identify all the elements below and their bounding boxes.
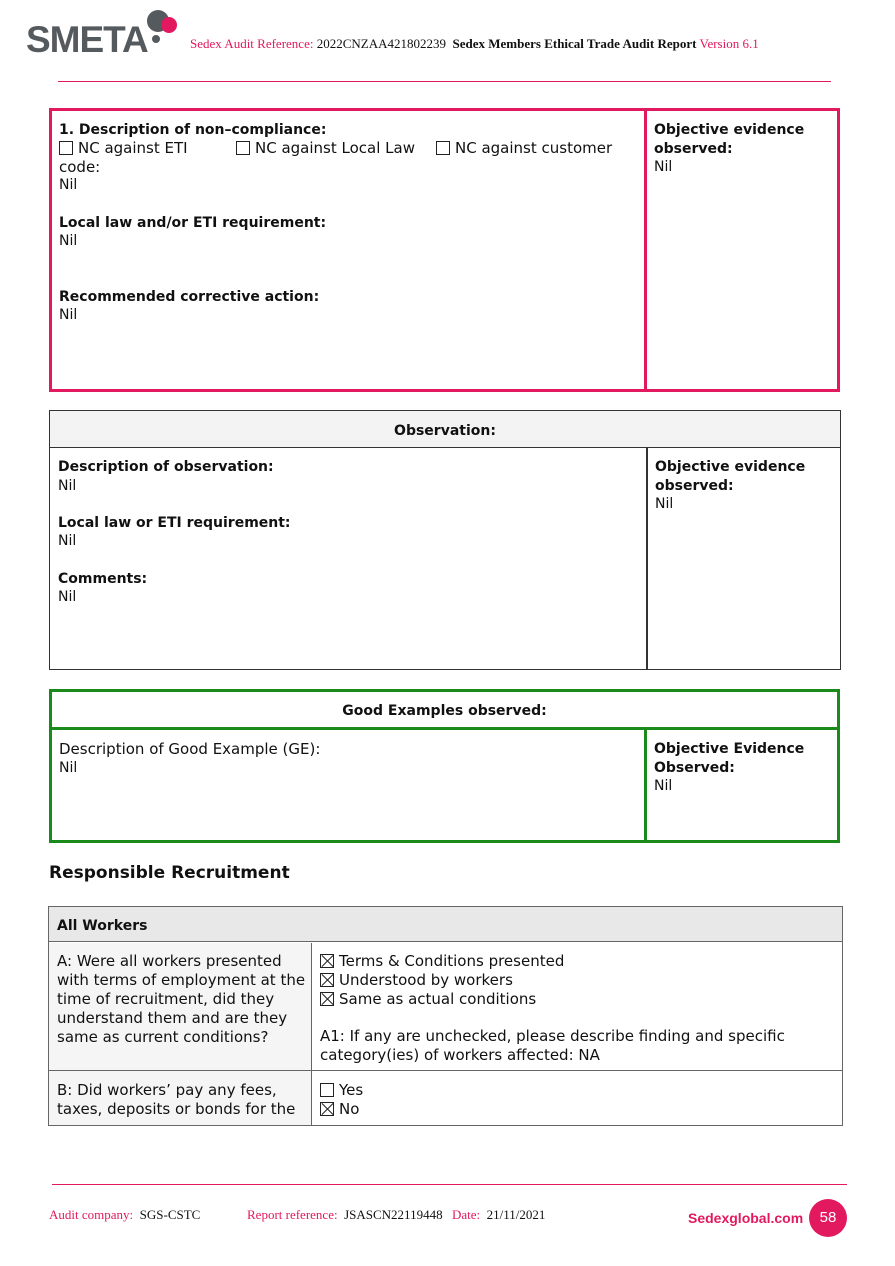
audit-ref-value: 2022CNZAA421802239 <box>316 36 446 51</box>
row-a-note <box>320 1027 785 1065</box>
row-a-question-line: A: Were all workers presented <box>57 952 282 970</box>
table-column-divider <box>311 943 312 1125</box>
observation-divider <box>646 448 648 669</box>
footer-date-value: 21/11/2021 <box>486 1207 546 1222</box>
understood-option <box>320 971 564 990</box>
noncompliance-title: 1. Description of non–compliance: <box>59 122 327 138</box>
recruitment-table-header-label: All Workers <box>57 918 148 934</box>
observation-title: Observation: <box>394 423 496 439</box>
footer-report-ref <box>247 1207 443 1223</box>
row-a-question-line: with terms of employment at the <box>57 971 306 989</box>
row-a-note-line1: A1: If any are unchecked, please describe finding and specific <box>320 1027 785 1045</box>
nc-local-law-checkbox[interactable] <box>236 141 250 155</box>
terms-presented-label: Terms & Conditions presented <box>339 952 565 970</box>
obs-evidence-label-line1: Objective evidence <box>655 459 806 475</box>
obs-law-label: Local law or ETI requirement: <box>58 515 291 531</box>
no-label: No <box>339 1100 360 1118</box>
ge-desc-value: Nil <box>59 760 78 776</box>
ge-evidence-label <box>654 740 804 778</box>
yes-option <box>320 1081 363 1100</box>
recruitment-heading: Responsible Recruitment <box>49 863 290 883</box>
terms-presented-checkbox[interactable] <box>320 954 334 968</box>
row-a-options <box>320 952 564 1009</box>
obs-comments-label: Comments: <box>58 571 148 587</box>
row-a-question-line: time of recruitment, did they <box>57 990 275 1008</box>
header-divider <box>58 81 831 82</box>
report-title: Sedex Members Ethical Trade Audit Report <box>452 36 697 51</box>
good-examples-divider <box>644 727 647 843</box>
report-version: Version 6.1 <box>699 36 759 51</box>
nc-eti-checkbox[interactable] <box>59 141 73 155</box>
yes-label: Yes <box>339 1081 364 1099</box>
row-b-question-line: taxes, deposits or bonds for the <box>57 1100 296 1118</box>
footer-divider <box>52 1184 847 1185</box>
audit-ref-label: Sedex Audit Reference: <box>190 36 314 51</box>
row-b-options <box>320 1081 363 1119</box>
obs-evidence-label <box>655 458 805 496</box>
terms-presented-option <box>320 952 564 971</box>
good-examples-header-rule <box>49 727 840 730</box>
logo-dots-icon <box>138 6 180 56</box>
footer-date <box>452 1207 545 1223</box>
obs-desc-label: Description of observation: <box>58 459 274 475</box>
ge-evidence-label-line2: Observed: <box>654 760 735 776</box>
nc-evidence-value: Nil <box>654 159 673 175</box>
header-line <box>190 36 759 52</box>
obs-desc-value: Nil <box>58 478 77 494</box>
ge-evidence-label-line1: Objective Evidence <box>654 741 805 757</box>
understood-checkbox[interactable] <box>320 973 334 987</box>
nc-evidence-label-line1: Objective evidence <box>654 122 805 138</box>
nc-customer-label: NC against customer <box>455 139 613 157</box>
understood-label: Understood by workers <box>339 971 513 989</box>
obs-comments-value: Nil <box>58 589 77 605</box>
footer-company-value: SGS-CSTC <box>139 1207 201 1222</box>
nc-local-law-option <box>236 139 415 158</box>
good-examples-title: Good Examples observed: <box>342 703 547 719</box>
footer-company <box>49 1207 200 1223</box>
obs-law-value: Nil <box>58 533 77 549</box>
smeta-logo <box>26 18 148 62</box>
nc-law-label: Local law and/or ETI requirement: <box>59 215 327 231</box>
same-conditions-option <box>320 990 564 1009</box>
ge-desc-label: Description of Good Example (GE): <box>59 740 321 758</box>
no-option <box>320 1100 363 1119</box>
logo-text: SMETA <box>26 19 148 60</box>
footer-report-ref-label: Report reference: <box>247 1207 338 1222</box>
nc-law-value: Nil <box>59 233 78 249</box>
same-conditions-label: Same as actual conditions <box>339 990 537 1008</box>
ge-evidence-value: Nil <box>654 778 673 794</box>
nc-customer-option <box>436 139 612 158</box>
footer-report-ref-value: JSASCN22119448 <box>344 1207 443 1222</box>
nc-eti-label: NC against ETI <box>78 139 188 157</box>
row-a-question <box>57 952 305 1047</box>
obs-evidence-value: Nil <box>655 496 674 512</box>
recruitment-table-header <box>49 907 842 942</box>
row-a-note-line2: category(ies) of workers affected: NA <box>320 1046 600 1064</box>
observation-box <box>49 410 841 670</box>
nc-evidence-label-line2: observed: <box>654 141 733 157</box>
no-checkbox[interactable] <box>320 1102 334 1116</box>
footer-website-link[interactable]: Sedexglobal.com <box>688 1210 804 1226</box>
obs-evidence-label-line2: observed: <box>655 478 734 494</box>
row-a-question-line: understand them and are they <box>57 1009 288 1027</box>
yes-checkbox[interactable] <box>320 1083 334 1097</box>
same-conditions-checkbox[interactable] <box>320 992 334 1006</box>
nc-customer-checkbox[interactable] <box>436 141 450 155</box>
footer-date-label: Date: <box>452 1207 481 1222</box>
footer-company-label: Audit company: <box>49 1207 134 1222</box>
nc-action-label: Recommended corrective action: <box>59 289 320 305</box>
row-b-question <box>57 1081 295 1119</box>
row-a-question-line: same as current conditions? <box>57 1028 269 1046</box>
nc-local-law-label: NC against Local Law <box>255 139 415 157</box>
nc-evidence-label <box>654 121 804 159</box>
noncompliance-divider <box>644 108 647 392</box>
nc-eti-option <box>59 139 188 158</box>
page-number-badge: 58 <box>809 1199 847 1237</box>
nc-eti-label-cont: code: <box>59 158 101 176</box>
nc-desc-value: Nil <box>59 177 78 193</box>
row-b-question-line: B: Did workers’ pay any fees, <box>57 1081 277 1099</box>
nc-action-value: Nil <box>59 307 78 323</box>
